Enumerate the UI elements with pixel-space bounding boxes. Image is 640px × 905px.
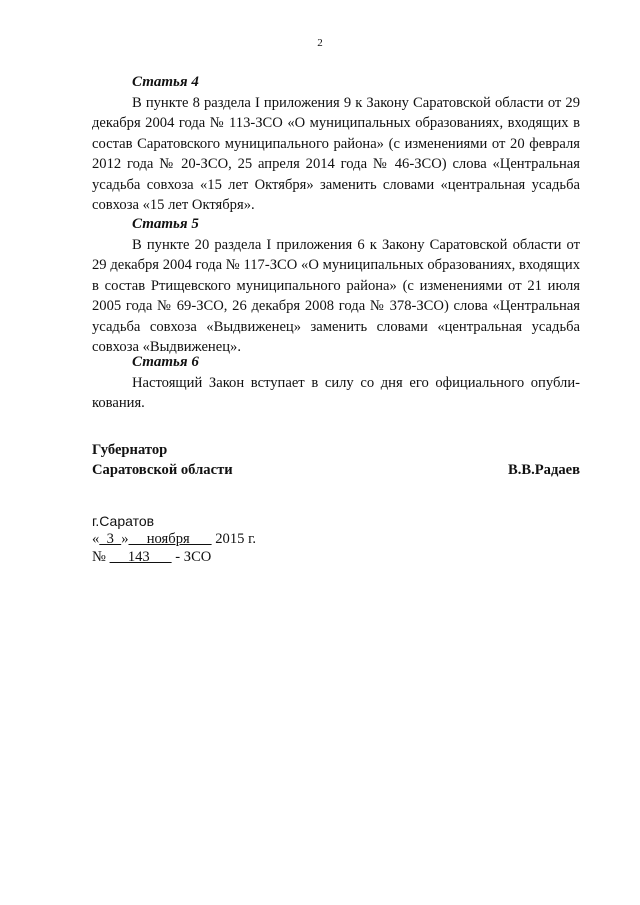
article-heading: Статья 4 xyxy=(132,74,199,90)
date-year: 2015 г. xyxy=(211,531,257,547)
number-line xyxy=(92,548,256,566)
number-suffix: - ЗСО xyxy=(171,549,212,565)
article-text: В пункте 8 раздела I приложения 9 к Закону Саратовской области от 29 декабря 2004 года № 113-ЗСО «О муниципальных образованиях, входящих в состав Саратовского муниципального района» (с изменениями от 20 февраля 2012 года № 20-ЗСО, 25 апреля 2014 года № 46-ЗСО) слова «Центральная усадьба совхоза «15 лет Октября» заменить словами «центральная усадьба совхоза «15 лет Октября». xyxy=(92,95,580,214)
document-meta xyxy=(92,512,256,566)
article-4 xyxy=(92,73,580,215)
article-text: Настоящий Закон вступает в силу со дня его официального опубликования. xyxy=(92,375,580,412)
signatory-title: Губернатор xyxy=(92,442,168,458)
signatory-name: В.В.Радаев xyxy=(507,462,580,478)
signatory-region: Саратовской области xyxy=(92,462,233,478)
number-prefix: № xyxy=(92,549,110,565)
date-line xyxy=(92,530,256,548)
date-day: 3 xyxy=(99,531,122,547)
law-number: 143 xyxy=(109,549,172,565)
date-open-quote: « xyxy=(92,531,100,547)
article-5 xyxy=(92,215,580,357)
signature-block xyxy=(92,440,580,480)
date-close-quote: » xyxy=(121,531,129,547)
article-text: В пункте 20 раздела I приложения 6 к Закону Саратовской области от 29 декабря 2004 года № 117-ЗСО «О муниципальных образованиях, входящих в состав Ртищевского муниципального района» (с изменениями от 21 июля 2005 года № 69-ЗСО, 26 декабря 2008 года № 378-ЗСО) слова «Центральная усадьба совхоза «Выдвиженец» заменить словами «центральная усадьба совхоза «Выдвиженец». xyxy=(92,237,580,356)
article-6 xyxy=(92,353,580,414)
date-month: ноября xyxy=(128,531,212,547)
article-heading: Статья 6 xyxy=(132,354,199,370)
article-heading: Статья 5 xyxy=(132,216,199,232)
city-line: г.Саратов xyxy=(92,513,155,529)
page-number: 2 xyxy=(317,37,323,49)
